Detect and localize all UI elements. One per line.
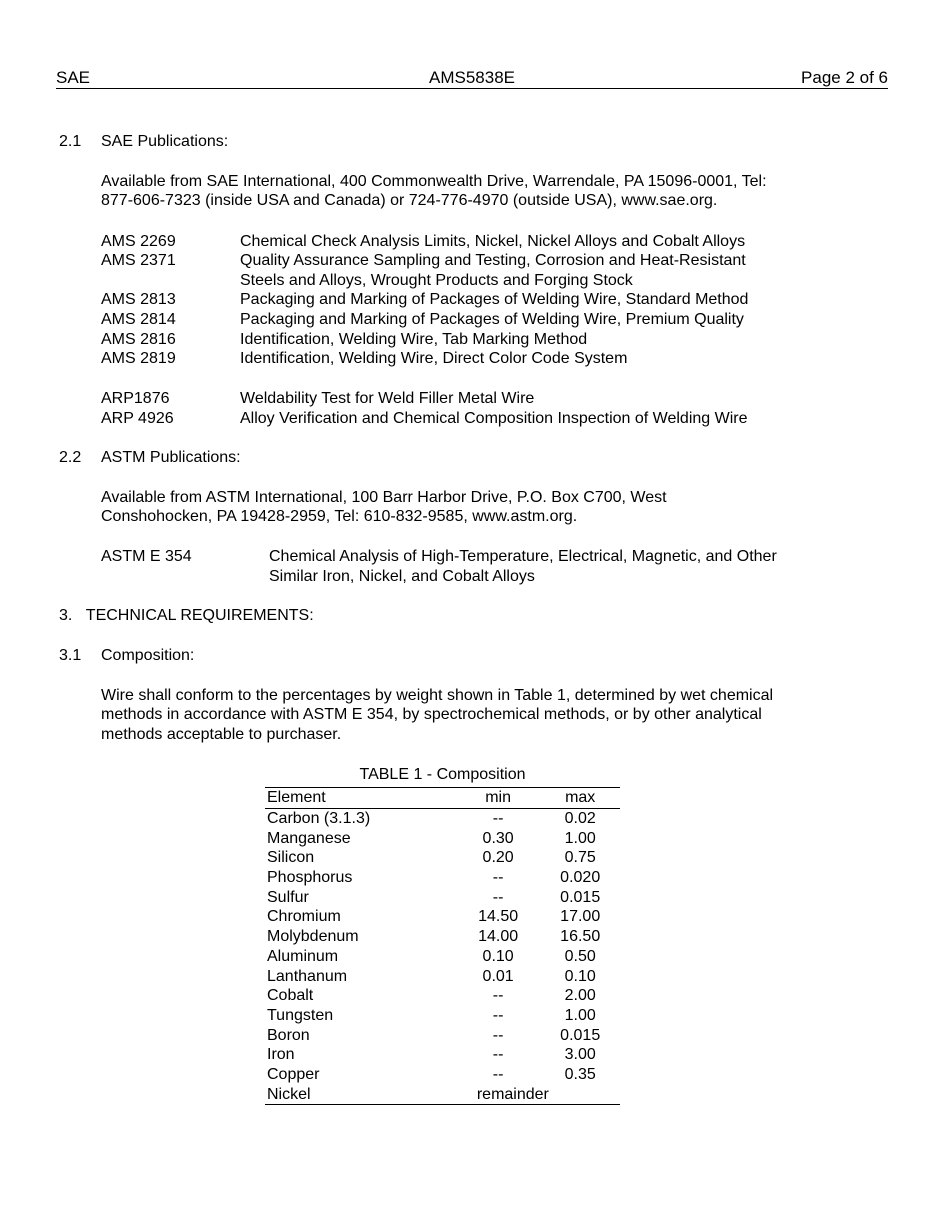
- table-row: [265, 907, 620, 927]
- header-doc-number: AMS5838E: [429, 68, 515, 87]
- table-row: [265, 986, 620, 1006]
- column-header-element: Element: [265, 788, 456, 809]
- min-value: 14.50: [478, 908, 519, 926]
- table-row: [265, 1065, 620, 1085]
- min-value: 0.30: [482, 829, 514, 847]
- min-value: 0.20: [482, 849, 514, 867]
- min-value: 14.00: [478, 928, 519, 946]
- composition-paragraph-line-1: Wire shall conform to the percentages by weight shown in Table 1, determined by wet chemical: [101, 687, 774, 704]
- element-name: Nickel: [267, 1085, 311, 1103]
- astm-reference-title: Chemical Analysis of High-Temperature, Electrical, Magnetic, and Other: [269, 548, 777, 565]
- section-number: 3.: [59, 607, 73, 624]
- element-name: Chromium: [267, 908, 341, 926]
- header-page-number: Page 2 of 6: [801, 68, 888, 87]
- max-value: 1.00: [564, 1006, 596, 1024]
- min-value: --: [492, 869, 504, 887]
- max-value: 1.00: [564, 829, 596, 847]
- table-row: [265, 1045, 620, 1065]
- astm-reference-title-continued: Similar Iron, Nickel, and Cobalt Alloys: [269, 568, 535, 585]
- min-value: --: [492, 810, 504, 828]
- reference-title: Weldability Test for Weld Filler Metal Wire: [240, 390, 535, 407]
- reference-code: ARP 4926: [101, 410, 174, 427]
- section-title: TECHNICAL REQUIREMENTS:: [85, 607, 314, 624]
- reference-title: Alloy Verification and Chemical Composition Inspection of Welding Wire: [240, 410, 748, 427]
- table-caption: TABLE 1 - Composition: [359, 766, 526, 783]
- reference-title: Quality Assurance Sampling and Testing, Corrosion and Heat-Resistant: [240, 252, 746, 269]
- astm-availability-line-2: Conshohocken, PA 19428-2959, Tel: 610-832-9585, www.astm.org.: [101, 508, 578, 525]
- section-3-heading: [59, 606, 314, 626]
- composition-table: [265, 787, 620, 1105]
- column-header-min: min: [456, 788, 541, 809]
- astm-availability-line-1: Available from ASTM International, 100 Barr Harbor Drive, P.O. Box C700, West: [101, 489, 667, 506]
- reference-code: AMS 2813: [101, 291, 176, 308]
- min-value: --: [492, 1006, 504, 1024]
- reference-code: AMS 2819: [101, 350, 176, 367]
- max-value: 2.00: [564, 987, 596, 1005]
- composition-paragraph-line-2: methods in accordance with ASTM E 354, by spectrochemical methods, or by other analytical: [101, 706, 762, 723]
- max-value: 0.50: [564, 947, 596, 965]
- section-number: 2.2: [59, 449, 82, 466]
- reference-title: Identification, Welding Wire, Tab Marking Method: [240, 331, 588, 348]
- max-value: 0.020: [560, 869, 601, 887]
- min-value: 0.10: [482, 947, 514, 965]
- max-value: 0.02: [564, 810, 596, 828]
- min-value: 0.01: [482, 967, 514, 985]
- max-value: 0.10: [564, 967, 596, 985]
- reference-code: AMS 2371: [101, 252, 176, 269]
- table-row: [265, 1084, 620, 1104]
- table-row: [265, 808, 620, 828]
- remainder-value: remainder: [476, 1085, 549, 1103]
- min-value: --: [492, 1026, 504, 1044]
- max-value: 3.00: [564, 1046, 596, 1064]
- table-row: [265, 966, 620, 986]
- table-row: [265, 927, 620, 947]
- header-org: SAE: [56, 68, 91, 87]
- table-row: [265, 848, 620, 868]
- min-value: --: [492, 987, 504, 1005]
- page-header: [56, 68, 888, 89]
- reference-title: Packaging and Marking of Packages of Welding Wire, Premium Quality: [240, 311, 744, 328]
- section-number: 2.1: [59, 133, 82, 150]
- min-value: --: [492, 1046, 504, 1064]
- element-name: Iron: [267, 1046, 295, 1064]
- section-title: Composition:: [101, 647, 195, 664]
- element-name: Tungsten: [267, 1006, 334, 1024]
- table-header-row: [265, 788, 620, 809]
- element-name: Manganese: [267, 829, 351, 847]
- section-number: 3.1: [59, 647, 82, 664]
- reference-title: Chemical Check Analysis Limits, Nickel, Nickel Alloys and Cobalt Alloys: [240, 233, 746, 250]
- table-row: [265, 828, 620, 848]
- element-name: Aluminum: [267, 947, 339, 965]
- min-value: --: [492, 888, 504, 906]
- column-header-max: max: [540, 788, 620, 809]
- max-value: 0.015: [560, 888, 601, 906]
- section-title: SAE Publications:: [101, 133, 229, 150]
- element-name: Sulfur: [267, 888, 309, 906]
- element-name: Copper: [267, 1065, 320, 1083]
- element-name: Cobalt: [267, 987, 314, 1005]
- composition-table-block: [265, 765, 620, 1105]
- table-row: [265, 1006, 620, 1026]
- reference-title: Identification, Welding Wire, Direct Color Code System: [240, 350, 628, 367]
- element-name: Molybdenum: [267, 928, 359, 946]
- table-row: [265, 868, 620, 888]
- element-name: Carbon (3.1.3): [267, 810, 371, 828]
- reference-code: AMS 2269: [101, 233, 176, 250]
- element-name: Boron: [267, 1026, 310, 1044]
- element-name: Silicon: [267, 849, 315, 867]
- max-value: 0.015: [560, 1026, 601, 1044]
- reference-code: AMS 2816: [101, 331, 176, 348]
- max-value: 0.35: [564, 1065, 596, 1083]
- element-name: Phosphorus: [267, 869, 353, 887]
- composition-paragraph-line-3: methods acceptable to purchaser.: [101, 726, 342, 743]
- reference-title: Packaging and Marking of Packages of Welding Wire, Standard Method: [240, 291, 749, 308]
- reference-code: ARP1876: [101, 390, 170, 407]
- sae-availability-line-2: 877-606-7323 (inside USA and Canada) or 724-776-4970 (outside USA), www.sae.org.: [101, 192, 718, 209]
- sae-availability-line-1: Available from SAE International, 400 Commonwealth Drive, Warrendale, PA 15096-0001, Tel:: [101, 173, 767, 190]
- reference-title-continued: Steels and Alloys, Wrought Products and Forging Stock: [240, 272, 633, 289]
- table-row: [265, 1025, 620, 1045]
- element-name: Lanthanum: [267, 967, 348, 985]
- reference-code: AMS 2814: [101, 311, 176, 328]
- max-value: 0.75: [564, 849, 596, 867]
- max-value: 16.50: [560, 928, 601, 946]
- min-value: --: [492, 1065, 504, 1083]
- table-row: [265, 887, 620, 907]
- max-value: 17.00: [560, 908, 601, 926]
- table-row: [265, 947, 620, 967]
- astm-reference-code: ASTM E 354: [101, 548, 192, 565]
- section-title: ASTM Publications:: [101, 449, 241, 466]
